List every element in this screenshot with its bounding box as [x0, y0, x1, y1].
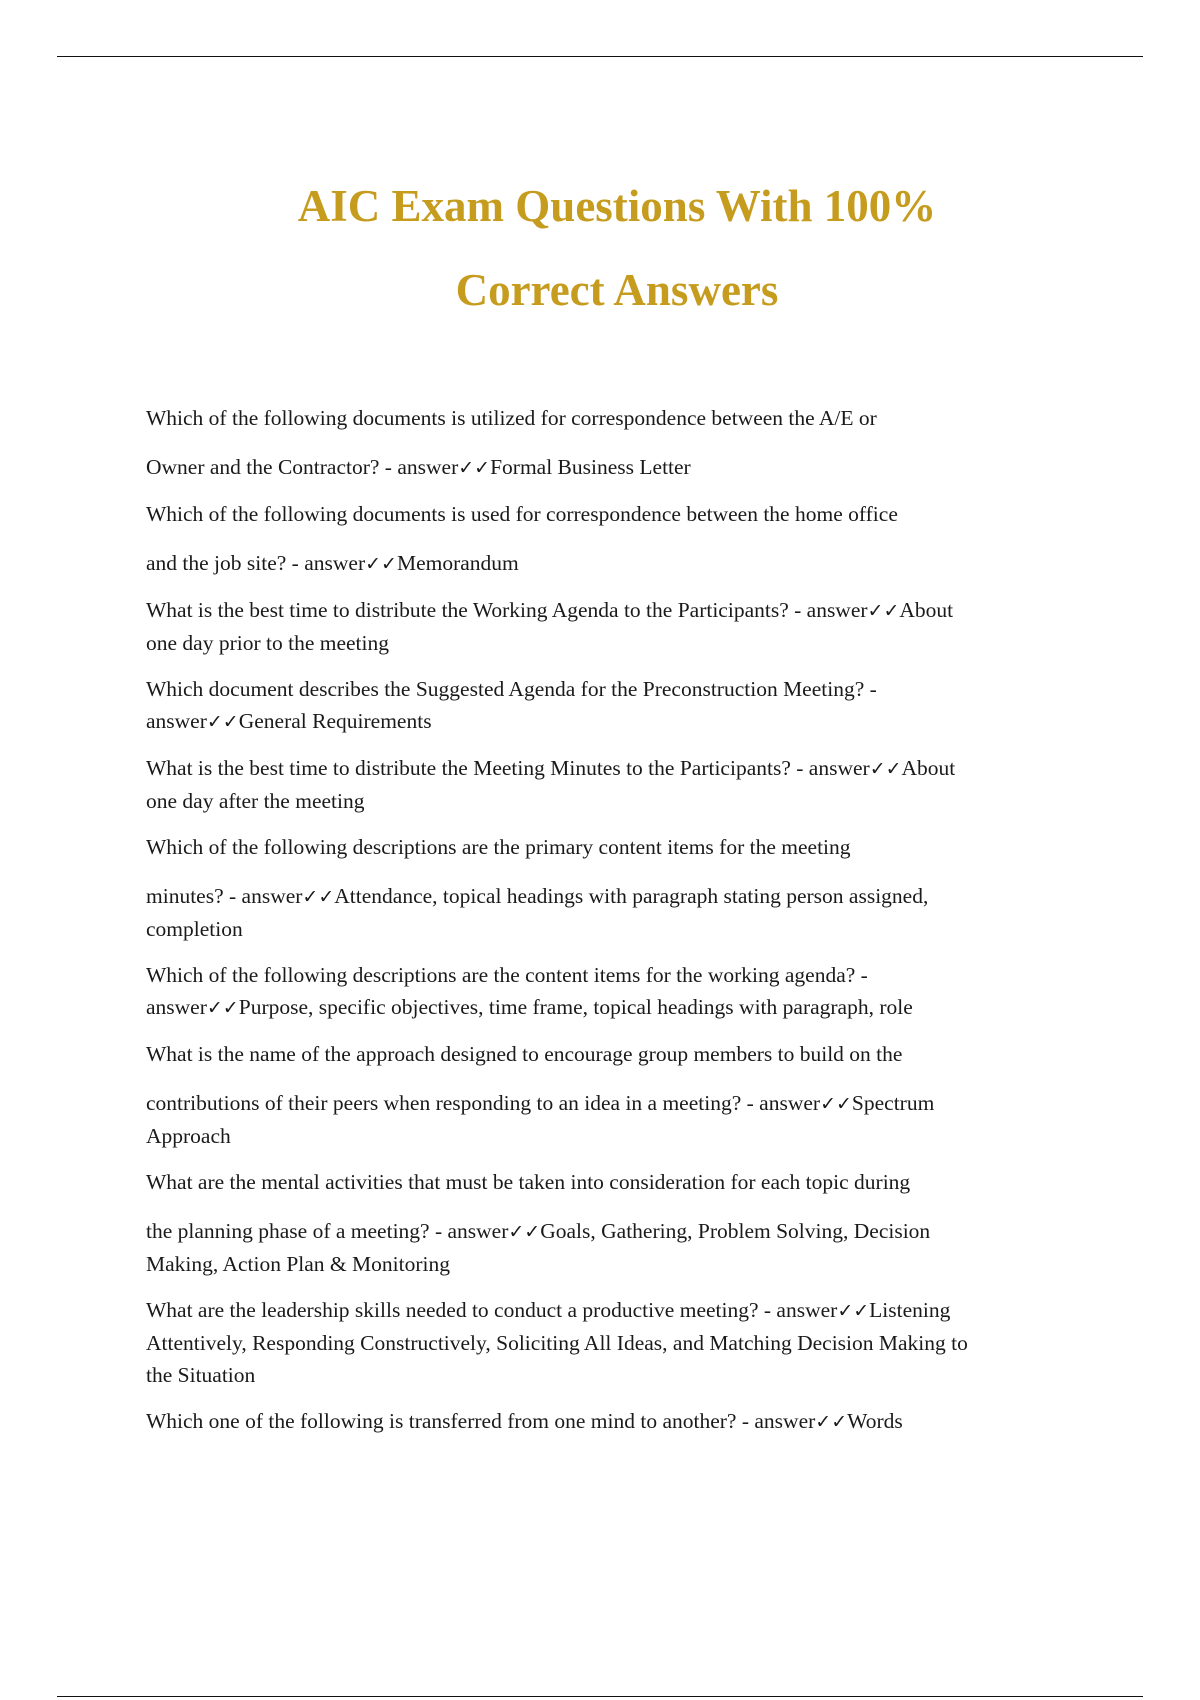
answer-text: General Requirements [238, 709, 432, 733]
question-text: Which of the following documents is utilized for correspondence between the A/E or [146, 406, 877, 430]
double-check-icon: ✓✓ [837, 1300, 870, 1322]
answer-continuation: completion [146, 917, 243, 941]
title-line-1: AIC Exam Questions With 100% [297, 181, 937, 231]
double-check-icon: ✓✓ [458, 457, 491, 479]
question-text: Owner and the Contractor? - answer [146, 455, 459, 479]
question-text: What is the best time to distribute the Meeting Minutes to the Participants? - answer [146, 756, 870, 780]
answer-continuation: Attentively, Responding Constructively, Soliciting All Ideas, and Matching Decision Making to [146, 1331, 968, 1355]
answer-text: About [899, 598, 954, 622]
question-text: Which of the following documents is used for correspondence between the home office [146, 502, 898, 526]
double-check-icon: ✓✓ [815, 1411, 848, 1433]
qa-item [146, 1166, 1086, 1280]
question-text: What are the leadership skills needed to conduct a productive meeting? - answer [146, 1298, 838, 1322]
answer-text: About [901, 756, 956, 780]
answer-text: Words [847, 1409, 903, 1433]
double-check-icon: ✓✓ [867, 600, 900, 622]
answer-continuation: one day after the meeting [146, 789, 365, 813]
question-answer-list [146, 402, 1086, 1452]
qa-item [146, 1294, 1086, 1391]
double-check-icon: ✓✓ [869, 758, 902, 780]
answer-text: Goals, Gathering, Problem Solving, Decision [540, 1219, 931, 1243]
question-text: What is the best time to distribute the Working Agenda to the Participants? - answer [146, 598, 868, 622]
qa-item [146, 594, 1086, 659]
answer-text: Purpose, specific objectives, time frame, topical headings with paragraph, role [238, 995, 913, 1019]
question-text: Which of the following descriptions are the content items for the working agenda? - [146, 963, 868, 987]
question-text: answer [146, 709, 207, 733]
answer-text: Spectrum [851, 1091, 935, 1115]
qa-item [146, 752, 1086, 817]
question-text: Which of the following descriptions are the primary content items for the meeting [146, 835, 851, 859]
answer-text: Attendance, topical headings with paragraph stating person assigned, [334, 884, 929, 908]
double-check-icon: ✓✓ [365, 553, 397, 575]
top-rule [57, 56, 1143, 57]
answer-continuation: the Situation [146, 1363, 256, 1387]
document-title [0, 164, 1200, 332]
answer-continuation: Making, Action Plan & Monitoring [146, 1252, 450, 1276]
question-text: minutes? - answer [146, 884, 303, 908]
double-check-icon: ✓✓ [206, 711, 239, 733]
title-line-2: Correct Answers [455, 265, 779, 315]
qa-item [146, 831, 1086, 945]
qa-item [146, 1405, 1086, 1438]
question-text: answer [146, 995, 207, 1019]
qa-item [146, 673, 1086, 738]
qa-item [146, 959, 1086, 1024]
answer-continuation: Approach [146, 1124, 231, 1148]
qa-item [146, 498, 1086, 580]
answer-text: Listening [869, 1298, 951, 1322]
answer-text: Memorandum [396, 551, 519, 575]
bottom-rule [57, 1696, 1143, 1697]
question-text: Which one of the following is transferred from one mind to another? - answer [146, 1409, 816, 1433]
qa-item [146, 402, 1086, 484]
answer-text: Formal Business Letter [490, 455, 691, 479]
answer-continuation: one day prior to the meeting [146, 631, 389, 655]
qa-item [146, 1038, 1086, 1152]
question-text: the planning phase of a meeting? - answer [146, 1219, 509, 1243]
question-text: What is the name of the approach designed to encourage group members to build on the [146, 1042, 903, 1066]
question-text: and the job site? - answer [146, 551, 366, 575]
question-text: contributions of their peers when responding to an idea in a meeting? - answer [146, 1091, 821, 1115]
double-check-icon: ✓✓ [206, 997, 239, 1019]
question-text: Which document describes the Suggested Agenda for the Preconstruction Meeting? - [146, 677, 877, 701]
double-check-icon: ✓✓ [820, 1093, 852, 1115]
question-text: What are the mental activities that must be taken into consideration for each topic during [146, 1170, 911, 1194]
double-check-icon: ✓✓ [302, 886, 335, 908]
double-check-icon: ✓✓ [508, 1221, 541, 1243]
